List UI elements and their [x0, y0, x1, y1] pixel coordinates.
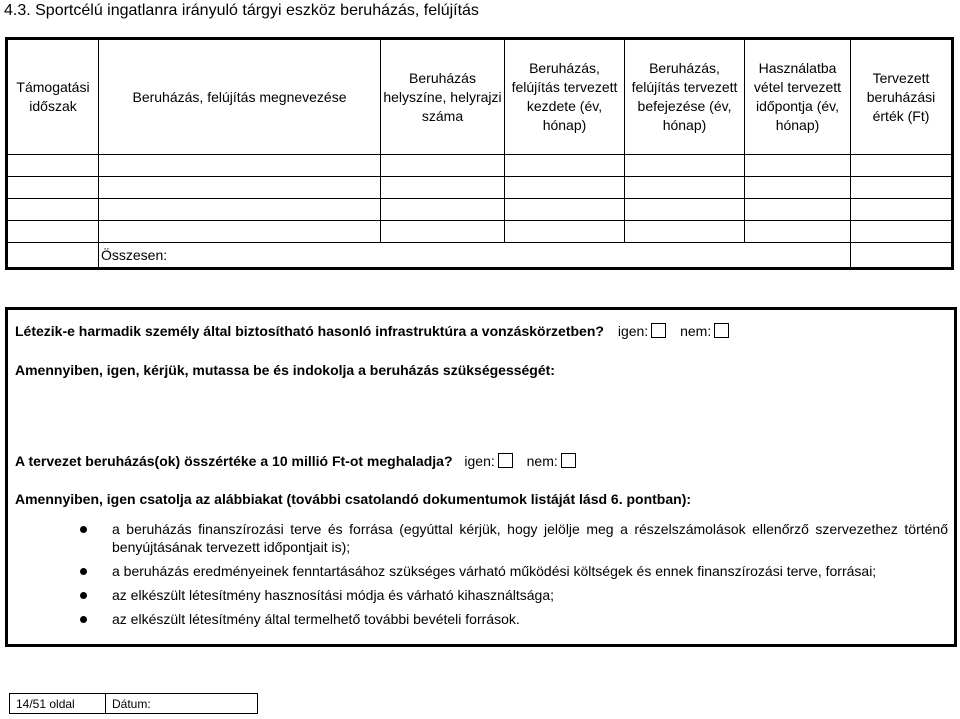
yes-label: igen: [464, 453, 495, 469]
header-end: Beruházás, felújítás tervezett befejezése (év, hónap) [625, 39, 745, 155]
sum-empty-cell [7, 243, 99, 269]
question-1-text: Létezik-e harmadik személy által biztosítható hasonló infrastruktúra a vonzáskörzetben? [15, 323, 604, 339]
cell-value[interactable] [851, 221, 953, 243]
cell-name[interactable] [99, 221, 381, 243]
attachment-list [8, 520, 948, 634]
bullet-icon [80, 592, 87, 599]
question-2-followup: Amennyiben, igen csatolja az alábbiakat (további csatolandó dokumentumok listáját lásd 6. pontban): [15, 491, 692, 507]
list-item: a beruházás eredményeinek fenntartásához szükséges várható működési költségek és ennek finanszírozási terve, forrásai; [8, 562, 948, 580]
sum-value-cell[interactable] [851, 243, 953, 269]
no-label: nem: [680, 323, 712, 339]
cell-start[interactable] [505, 199, 625, 221]
table-row [7, 155, 953, 177]
cell-location[interactable] [381, 155, 505, 177]
cell-value[interactable] [851, 199, 953, 221]
cell-name[interactable] [99, 155, 381, 177]
cell-period[interactable] [7, 199, 99, 221]
cell-start[interactable] [505, 177, 625, 199]
cell-location[interactable] [381, 221, 505, 243]
section-heading: 4.3. Sportcélú ingatlanra irányuló tárgyi eszköz beruházás, felújítás [4, 2, 479, 19]
cell-commissioning[interactable] [745, 155, 851, 177]
header-period: Támogatási időszak [7, 39, 99, 155]
checkbox-yes-1[interactable] [651, 323, 666, 338]
list-item: az elkészült létesítmény hasznosítási módja és várható kihasználtsága; [8, 586, 948, 604]
page-footer [9, 693, 258, 714]
date-field[interactable]: Dátum: [106, 694, 258, 714]
bullet-icon [80, 616, 87, 623]
header-location: Beruházás helyszíne, helyrajzi száma [381, 39, 505, 155]
yes-label: igen: [617, 323, 649, 339]
cell-value[interactable] [851, 155, 953, 177]
table-row [7, 221, 953, 243]
bullet-icon [80, 526, 87, 533]
question-1-followup: Amennyiben, igen, kérjük, mutassa be és indokolja a beruházás szükségességét: [15, 362, 555, 378]
table-row [7, 199, 953, 221]
cell-location[interactable] [381, 199, 505, 221]
cell-name[interactable] [99, 177, 381, 199]
cell-period[interactable] [7, 221, 99, 243]
sum-label: Összesen: [99, 243, 851, 269]
header-start: Beruházás, felújítás tervezett kezdete (év, hónap) [505, 39, 625, 155]
cell-location[interactable] [381, 177, 505, 199]
header-value: Tervezett beruházási érték (Ft) [851, 39, 953, 155]
sum-row [7, 243, 953, 269]
table-header-row [7, 39, 953, 155]
question-1 [15, 323, 729, 339]
cell-commissioning[interactable] [745, 199, 851, 221]
bullet-icon [80, 568, 87, 575]
list-item: az elkészült létesítmény által termelhető további bevételi források. [8, 610, 948, 628]
checkbox-yes-2[interactable] [498, 453, 513, 468]
no-label: nem: [526, 453, 558, 469]
cell-name[interactable] [99, 199, 381, 221]
cell-commissioning[interactable] [745, 177, 851, 199]
cell-period[interactable] [7, 155, 99, 177]
cell-end[interactable] [625, 155, 745, 177]
questions-box [5, 307, 957, 647]
cell-end[interactable] [625, 177, 745, 199]
investment-table [5, 37, 954, 270]
question-2-text: A tervezet beruházás(ok) összértéke a 10 millió Ft-ot meghaladja? [15, 453, 453, 469]
checkbox-no-1[interactable] [714, 323, 729, 338]
cell-commissioning[interactable] [745, 221, 851, 243]
cell-start[interactable] [505, 155, 625, 177]
header-commissioning: Használatba vétel tervezett időpontja (év, hónap) [745, 39, 851, 155]
header-name: Beruházás, felújítás megnevezése [99, 39, 381, 155]
cell-value[interactable] [851, 177, 953, 199]
cell-period[interactable] [7, 177, 99, 199]
question-2 [15, 453, 576, 469]
cell-end[interactable] [625, 199, 745, 221]
cell-end[interactable] [625, 221, 745, 243]
page-number: 14/51 oldal [10, 694, 106, 714]
cell-start[interactable] [505, 221, 625, 243]
checkbox-no-2[interactable] [561, 453, 576, 468]
table-row [7, 177, 953, 199]
list-item: a beruházás finanszírozási terve és forrása (egyúttal kérjük, hogy jelölje meg a részelszámolások ellenőrző szervezethez történő benyújtásának tervezett időpontjait is); [8, 520, 948, 556]
